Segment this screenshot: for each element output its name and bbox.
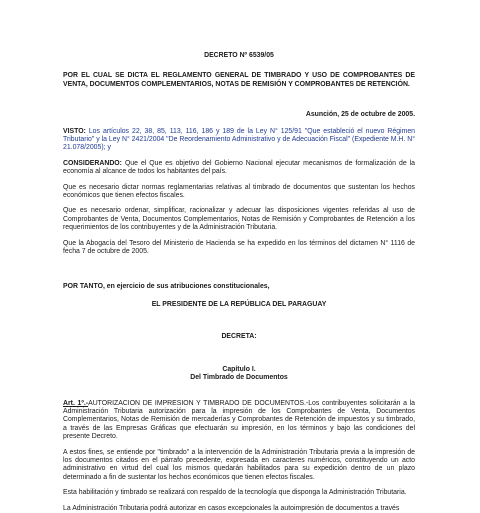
article-1-paragraph-4: La Administración Tributaria podrá autorizar en casos excepcionales la autoimpresión de documentos a través bbox=[63, 504, 400, 512]
decree-title: DECRETO Nº 6539/05 bbox=[204, 52, 274, 59]
considerando-paragraph bbox=[63, 160, 415, 177]
considerando-label: CONSIDERANDO: bbox=[63, 159, 122, 167]
considerando-paragraph-4: Que la Abogacía del Tesoro del Ministerio de Hacienda se ha expedido en los términos del dictamen N° 1116 de fecha 7 de octubre de 2005. bbox=[63, 239, 415, 256]
visto-paragraph bbox=[63, 128, 415, 153]
considerando-paragraph-2: Que es necesario dictar normas reglamentarias relativas al timbrado de documentos que sustentan los hechos económicos que tienen efectos fiscales. bbox=[63, 183, 415, 200]
visto-text-b: "Que estableció el nuevo Régimen Tributario" y la Ley N° 2421/2004 "De Reordenamiento Administrativo y de Adecuación Fiscal" (Expediente M.H. N° 21.078/2005); y bbox=[63, 127, 415, 152]
por-tanto-line: POR TANTO, en ejercicio de sus atribuciones constitucionales, bbox=[63, 283, 270, 291]
chapter-heading: Capítulo I. bbox=[222, 365, 256, 373]
chapter-title: Del Timbrado de Documentos bbox=[190, 374, 288, 382]
document-body bbox=[63, 52, 415, 513]
decreta-heading: DECRETA: bbox=[221, 333, 257, 341]
article-1-text: AUTORIZACION DE IMPRESION Y TIMBRADO DE DOCUMENTOS.-Los contribuyentes solicitarán a la Administración Tributaria autorización para la impresión de los Comprobantes de Venta, Documentos Complementarios, Notas de Remisión de mercaderías y Comprobantes de Retención de impuestos y su timbrado, a través de las Empresas Gráficas que efectuarán su impresión, en los términos y bajo las condiciones del presente Decreto. bbox=[63, 399, 416, 441]
decree-date: Asunción, 25 de octubre de 2005. bbox=[305, 111, 415, 119]
considerando-paragraph-3: Que es necesario ordenar, simplificar, racionalizar y adecuar las disposiciones vigentes referidas al uso de Comprobantes de Venta, Documentos Complementarios, Notas de Remisión y Comprobantes de Retención a los requerimientos de los contribuyentes y de la Administración Tributaria. bbox=[63, 207, 415, 232]
visto-label: VISTO: bbox=[63, 127, 86, 135]
article-1-paragraph-2: A estos fines, se entiende por "timbrado" a la intervención de la Administración Tributaria previa a la impresión de los documentos citados en el párrafo precedente, expresada en caracteres numéricos, constituyendo un acto administrativo en virtud del cual los mismos quedarán habilitados para su expedición dentro de un plazo determinado a fin de sustentar los hechos económicos que tienen efectos fiscales. bbox=[63, 448, 415, 481]
article-1-paragraph-3: Esta habilitación y timbrado se realizará con respaldo de la tecnología que disponga la Administración Tributaria. bbox=[63, 489, 407, 497]
article-1-paragraph bbox=[63, 400, 415, 442]
visto-text-a: Los artículos 22, 38, 85, 113, 116, 186 y 189 de la Ley N° 125/91 bbox=[85, 127, 305, 135]
considerando-text: Que el Que es objetivo del Gobierno Nacional ejecutar mecanismos de formalización de la economía al alcance de todos los habitantes del país. bbox=[63, 159, 415, 176]
decree-subject: POR EL CUAL SE DICTA EL REGLAMENTO GENERAL DE TIMBRADO Y USO DE COMPROBANTES DE VENTA, DOCUMENTOS COMPLEMENTARIOS, NOTAS DE REMISIÓN Y COMPROBANTES DE RETENCIÓN. bbox=[63, 72, 415, 88]
article-1-label: Art. 1º.- bbox=[63, 399, 89, 407]
president-line: EL PRESIDENTE DE LA REPÚBLICA DEL PARAGUAY bbox=[151, 300, 327, 308]
